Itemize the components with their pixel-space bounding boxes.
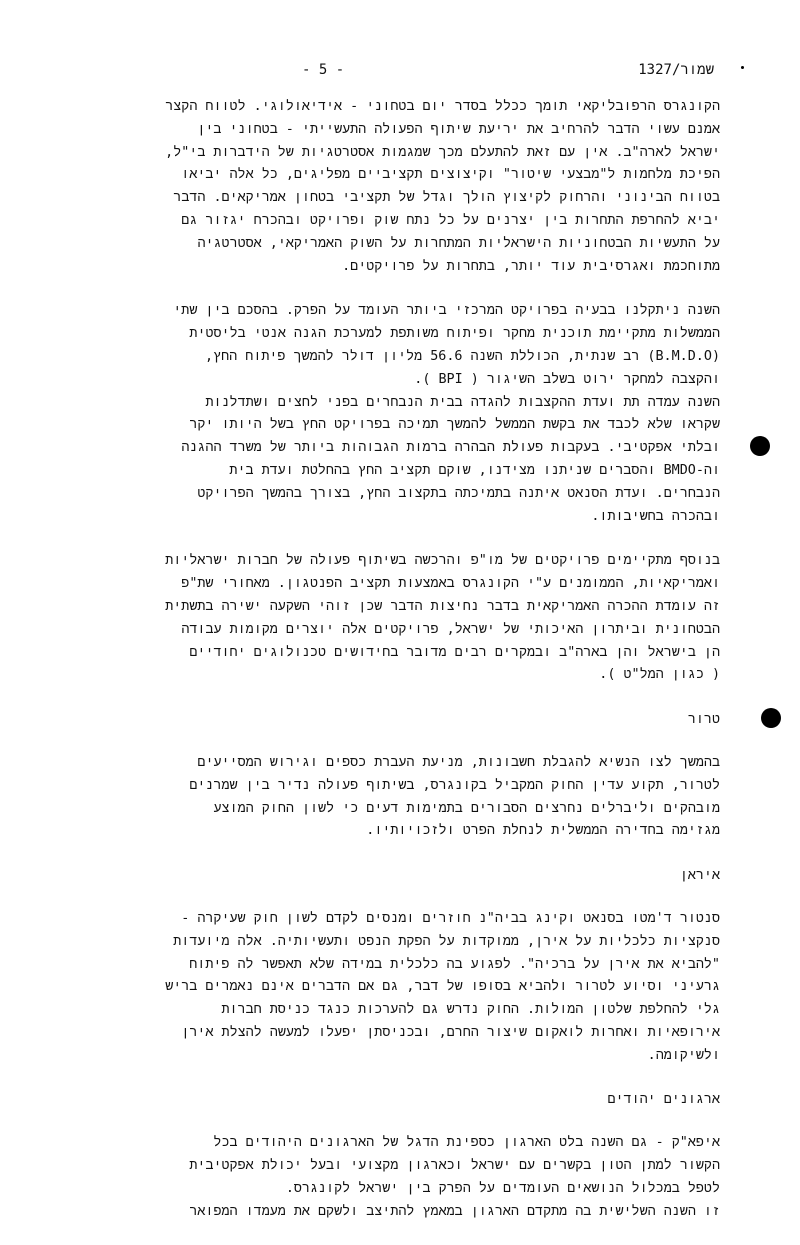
paragraph-iran: סנטור ד'מטו בסנאט וקינג בביה"נ חוזרים ומנסים לקדם לשון חוק שעיקרה - סנקציות כלכליות על אירן, ממוקדות על הפקת הנפט ותעשיותיה. אלה מיועדות "להביא את אירן על ברכיה". לפגוע בה כלכלית במידה שלא תאפשר לה פיתוח גרעיני וסיוע לטרור ולהביא בסופו של דבר, גם אם הדברים אינם נאמרים בריש גלי להחלפת שלטון המולות. החוק נדרש גם להערכות כנגד כניסת חברות אירופאיות ואחרות לואקום שיצור החרם, ובכניסתן יפעלו למעשה להצלת אירן ולשיקומה. bbox=[165, 910, 720, 1063]
document-body bbox=[93, 96, 720, 1245]
paragraph-congress: הקונגרס הרפובליקאי תומך ככלל בסדר יום בטחוני - אידיאולוגי. לטווח הקצר אמנם עשוי הדבר להרחיב את יריעת שיתוף הפעולה התעשייתי - בטחוני בין ישראל לארה"ב. אין עם זאת להתעלם מכך שמגמות אסטרטגיות של הידברות בי"ל, הפיכת מלחמות ל"מבצעי שיטור" וקיצוצים תקציביים מפליגים, כל אלה יביאו בטווח הבינוני והרחוק לקיצוץ הולך וגדל של תקציבי בטחון אמריקאים. הדבר יביא להחרפת התחרות בין יצרנים על כל נתח שוק ופרויקט ובהכרח יגזור גם על התעשיות הבטחוניות הישראליות המתחרות על השוק האמריקאי, אסטרטגיה מתוחכמת ואגרסיבית עוד יותר, בתחרות על פרויקטים. bbox=[165, 99, 720, 274]
binder-hole-top bbox=[750, 436, 770, 456]
page-speck bbox=[741, 66, 744, 69]
paragraph-aipac: איפא"ק - גם השנה בלט הארגון כספינת הדגל של הארגונים היהודים בכל הקשור למתן הטון בקשרים עם ישראל וכארגון מקצועי ובעל יכולת אפקטיבית לטפל במכלול הנושאים העומדים על הפרק בין ישראל לקונגרס. זו השנה השלישית בה מתקדם הארגון במאמץ להתיצב ולשקם את מעמדו המפואר bbox=[189, 1135, 720, 1219]
paragraph-terror: בהמשך לצו הנשיא להגבלת חשבונות, מניעת העברת כספים וגירוש המסייעים לטרור, תקוע עדין החוק המקביל בקונגרס, בשיתוף פעולה נדיר בין שמרנים מובהקים וליברלים נחרצים הסבורים בתמימות דעים כי לשון החוק המוצע מגזימה בחדירה הממשלית לנחלת הפרט ולזכויותיו. bbox=[189, 754, 720, 839]
paragraph-joint-projects: בנוסף מתקיימים פרויקטים של מו"פ והרכשה בשיתוף פעולה של חברות ישראליות ואמריקאיות, הממומנים ע"י הקונגרס באמצעות תקציב הפנטגון. מאחורי שת"פ זה עומדת ההכרה האמריקאית בדבר נחיצות הדבר שכן זוהי השקעה ישירה בתשתית הבטחונית וביתרון האיכותי של ישראל, פרויקטים אלה יוצרים מקומות עבודה הן בישראל והן בארה"ב ובמקרים רבים מדובר בחידושים טכנולוגים יחודיים ( כגון המל"ט ). bbox=[165, 553, 720, 683]
heading-iran: איראן bbox=[679, 868, 720, 884]
document-id: שמור/1327 bbox=[638, 62, 714, 78]
page-number: - 5 - bbox=[302, 62, 345, 78]
paragraph-arrow-project: השנה ניתקלנו בבעיה בפרויקט המרכזי ביותר העומד על הפרק. בהסכם בין שתי הממשלות מתקיימת תוכנית מחקר ופיתוח משותפת למערכת הגנה אנטי בליסטית (B.M.D.O) רב שנתית, הכוללת השנה 56.6 מליון דולר להמשך פיתוח החץ, והקצבה למחקר ירוט בשלב השיגור ( BPI ). השנה עמדה תת ועדת ההקצבות להגדה בבית הנבחרים בפני לחצים ושתדלנות שקראו שלא לכבד את בקשת הממשל להמשך תמיכה בפרויקט החץ בשל היותו יקר ובלתי אפקטיבי. בעקבות פעולת הבהרה ברמות הגבוהות ביותר של משרד ההגנה וה-BMDO והסברים שניתנו מצידנו, שוקם תקציב החץ בהחלטת ועדת בית הנבחרים. ועדת הסנאט איתנה בתמיכתה בתקצוב החץ, בצורך בהמשך הפרויקט ובהכרה בחשיבותו. bbox=[173, 303, 720, 524]
heading-terror: טרור bbox=[687, 712, 720, 728]
page-header bbox=[90, 62, 714, 86]
heading-jewish-organizations: ארגונים יהודים bbox=[607, 1092, 720, 1108]
binder-hole-bottom bbox=[761, 708, 781, 728]
